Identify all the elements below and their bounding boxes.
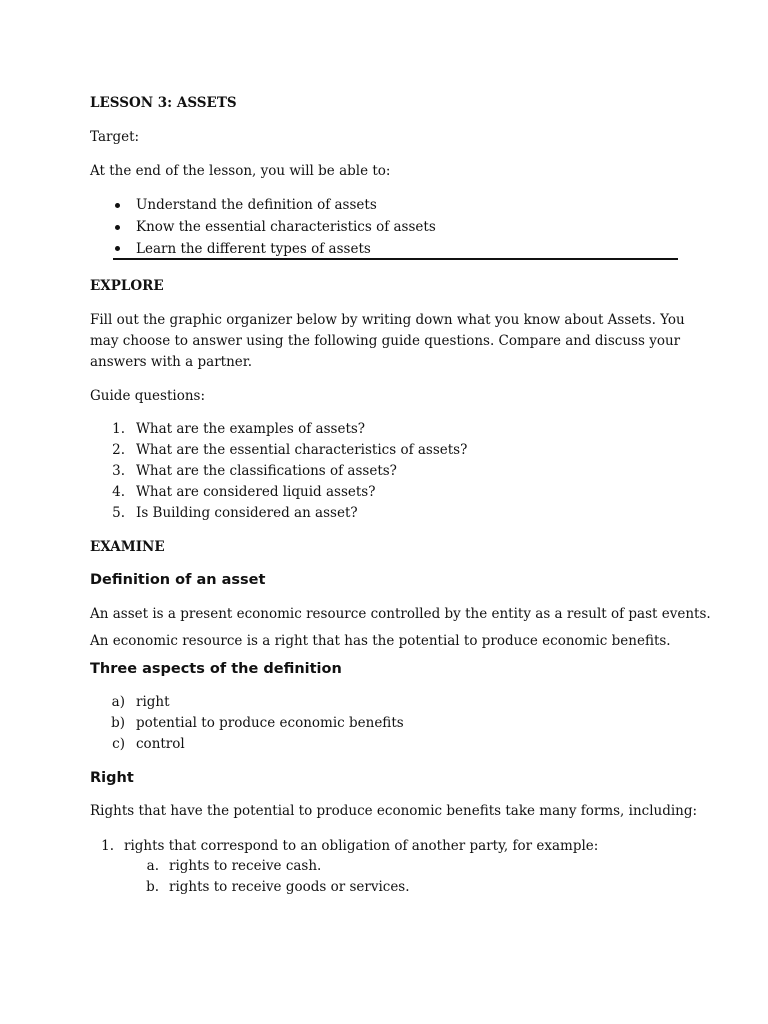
explore-heading: EXPLORE	[90, 278, 164, 294]
right-item-number: 1.	[101, 838, 114, 854]
lesson-title: LESSON 3: ASSETS	[90, 95, 237, 111]
objective-item: Understand the definition of assets	[136, 197, 377, 213]
aspect-item: control	[136, 736, 185, 752]
right-subitem: rights to receive goods or services.	[169, 879, 410, 895]
right-subitem-label: b.	[146, 879, 159, 895]
explore-paragraph-line: Fill out the graphic organizer below by writing down what you know about Assets. You	[90, 312, 685, 328]
explore-paragraph-line: answers with a partner.	[90, 354, 253, 370]
intro-text: At the end of the lesson, you will be able to:	[90, 163, 391, 179]
question-number: 4.	[112, 484, 125, 500]
question-item: What are the classifications of assets?	[136, 463, 397, 479]
question-item: What are considered liquid assets?	[136, 484, 376, 500]
examine-heading: EXAMINE	[90, 539, 165, 555]
aspect-item: right	[136, 694, 170, 710]
right-heading: Right	[90, 770, 134, 786]
explore-paragraph-line: may choose to answer using the following guide questions. Compare and discuss your	[90, 333, 681, 349]
bullet-icon	[115, 203, 120, 208]
objective-item: Learn the different types of assets	[136, 241, 371, 257]
objective-item: Know the essential characteristics of assets	[136, 219, 436, 235]
question-number: 3.	[112, 463, 125, 479]
right-subitem-label: a.	[146, 858, 159, 874]
question-item: Is Building considered an asset?	[136, 505, 358, 521]
definition-text: An economic resource is a right that has the potential to produce economic benefits.	[90, 633, 671, 649]
right-item: rights that correspond to an obligation of another party, for example:	[124, 838, 599, 854]
section-divider	[113, 258, 678, 260]
definition-text: An asset is a present economic resource controlled by the entity as a result of past events.	[90, 606, 711, 622]
aspect-label: a)	[111, 694, 125, 710]
target-label: Target:	[90, 129, 140, 145]
question-number: 1.	[112, 421, 125, 437]
aspect-item: potential to produce economic benefits	[136, 715, 404, 731]
bullet-icon	[115, 246, 120, 251]
guide-questions-label: Guide questions:	[90, 388, 206, 404]
question-item: What are the essential characteristics of assets?	[136, 442, 468, 458]
aspects-heading: Three aspects of the definition	[90, 661, 342, 677]
bullet-icon	[115, 225, 120, 230]
aspect-label: b)	[111, 715, 125, 731]
aspect-label: c)	[112, 736, 125, 752]
right-subitem: rights to receive cash.	[169, 858, 322, 874]
question-number: 2.	[112, 442, 125, 458]
right-intro: Rights that have the potential to produce economic benefits take many forms, including:	[90, 803, 698, 819]
question-item: What are the examples of assets?	[136, 421, 366, 437]
question-number: 5.	[112, 505, 125, 521]
definition-heading: Definition of an asset	[90, 572, 266, 588]
